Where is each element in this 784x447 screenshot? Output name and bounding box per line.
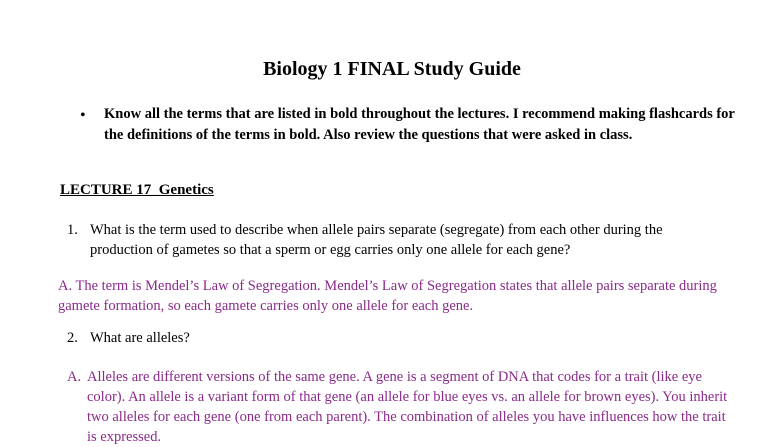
question-number: 1. — [67, 222, 78, 238]
question-text: What are alleles? — [90, 330, 190, 346]
instruction-text: Know all the terms that are listed in bold throughout the lectures. I recommend making flashcards for the definitions of the terms in bold. Also review the questions that were asked in class. — [104, 106, 735, 143]
answer-1: A. The term is Mendel’s Law of Segregation. Mendel’s Law of Segregation states that allele pairs separate during gamete formation, so each gamete carries only one allele for each gene. — [58, 278, 717, 314]
question-number: 2. — [67, 330, 78, 346]
question-text: What is the term used to describe when allele pairs separate (segregate) from each other during the production of gametes so that a sperm or egg carries only one allele for each gene? — [90, 222, 663, 258]
answer-label: A. — [67, 369, 82, 385]
answer-text: Alleles are different versions of the same gene. A gene is a segment of DNA that codes for a trait (like eye color). An allele is a variant form of that gene (an allele for blue eyes vs. an allele for brown eyes). You inherit two alleles for each gene (one from each parent). The combination of alleles you have influences how the trait is expressed. — [87, 369, 728, 445]
lecture-heading: LECTURE 17_Genetics — [60, 182, 214, 198]
bullet-marker: • — [80, 107, 86, 124]
page-title: Biology 1 FINAL Study Guide — [263, 58, 521, 80]
